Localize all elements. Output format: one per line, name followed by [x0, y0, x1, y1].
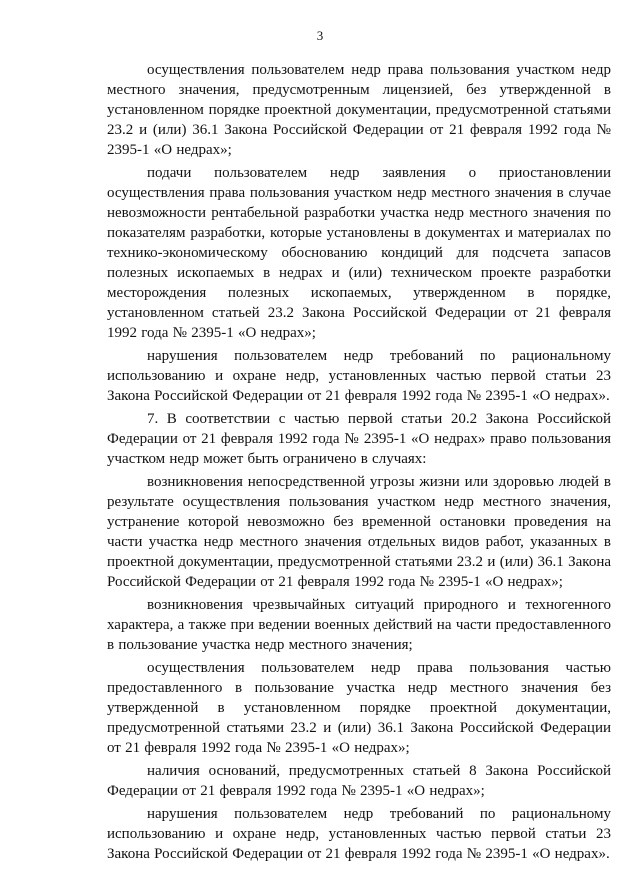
paragraph-7: осуществления пользователем недр права пользования частью предоставленного в пользование участка недр местного значения без утвержденной в установленном порядке проектной документации, предусмотренной статьями 23.2 и (или) 36.1 Закона Российской Федерации от 21 февраля 1992 года № 2395-1 «О недрах»;: [107, 660, 611, 756]
paragraph-8: наличия оснований, предусмотренных статьей 8 Закона Российской Федерации от 21 февраля 1992 года № 2395-1 «О недрах»;: [107, 763, 611, 799]
paragraph-3: нарушения пользователем недр требований по рациональному использованию и охране недр, установленных частью первой статьи 23 Закона Российской Федерации от 21 февраля 1992 года № 2395-1 «О недрах».: [107, 348, 611, 404]
paragraph-9: нарушения пользователем недр требований по рациональному использованию и охране недр, установленных частью первой статьи 23 Закона Российской Федерации от 21 февраля 1992 года № 2395-1 «О недрах».: [107, 806, 611, 862]
paragraph-5: возникновения непосредственной угрозы жизни или здоровью людей в результате осуществления пользования участком недр местного значения, устранение которой невозможно без временной остановки проведения на части участка недр местного значения отдельных видов работ, указанных в проектной документации, предусмотренной статьями 23.2 и (или) 36.1 Закона Российской Федерации от 21 февраля 1992 года № 2395-1 «О недрах»;: [107, 474, 611, 590]
page-number: 3: [316, 28, 324, 43]
document-body: [107, 60, 611, 867]
paragraph-6: возникновения чрезвычайных ситуаций природного и техногенного характера, а также при ведении военных действий на части предоставленного в пользование участка недр местного значения;: [107, 597, 611, 653]
paragraph-2: подачи пользователем недр заявления о приостановлении осуществления права пользования участком недр местного значения в случае невозможности рентабельной разработки участка недр местного значения по показателям разработки, которые установлены в документах и материалах по технико-экономическому обоснованию кондиций для подсчета запасов полезных ископаемых в недрах и (или) техническом проекте разработки месторождения полезных ископаемых, утвержденном в порядке, установленном статьей 23.2 Закона Российской Федерации от 21 февраля 1992 года № 2395-1 «О недрах»;: [107, 165, 611, 341]
paragraph-1: осуществления пользователем недр права пользования участком недр местного значения, предусмотренным лицензией, без утвержденной в установленном порядке проектной документации, предусмотренной статьями 23.2 и (или) 36.1 Закона Российской Федерации от 21 февраля 1992 года № 2395-1 «О недрах»;: [107, 62, 611, 158]
paragraph-4: 7. В соответствии с частью первой статьи 20.2 Закона Российской Федерации от 21 февраля 1992 года № 2395-1 «О недрах» право пользования участком недр может быть ограничено в случаях:: [107, 411, 611, 467]
